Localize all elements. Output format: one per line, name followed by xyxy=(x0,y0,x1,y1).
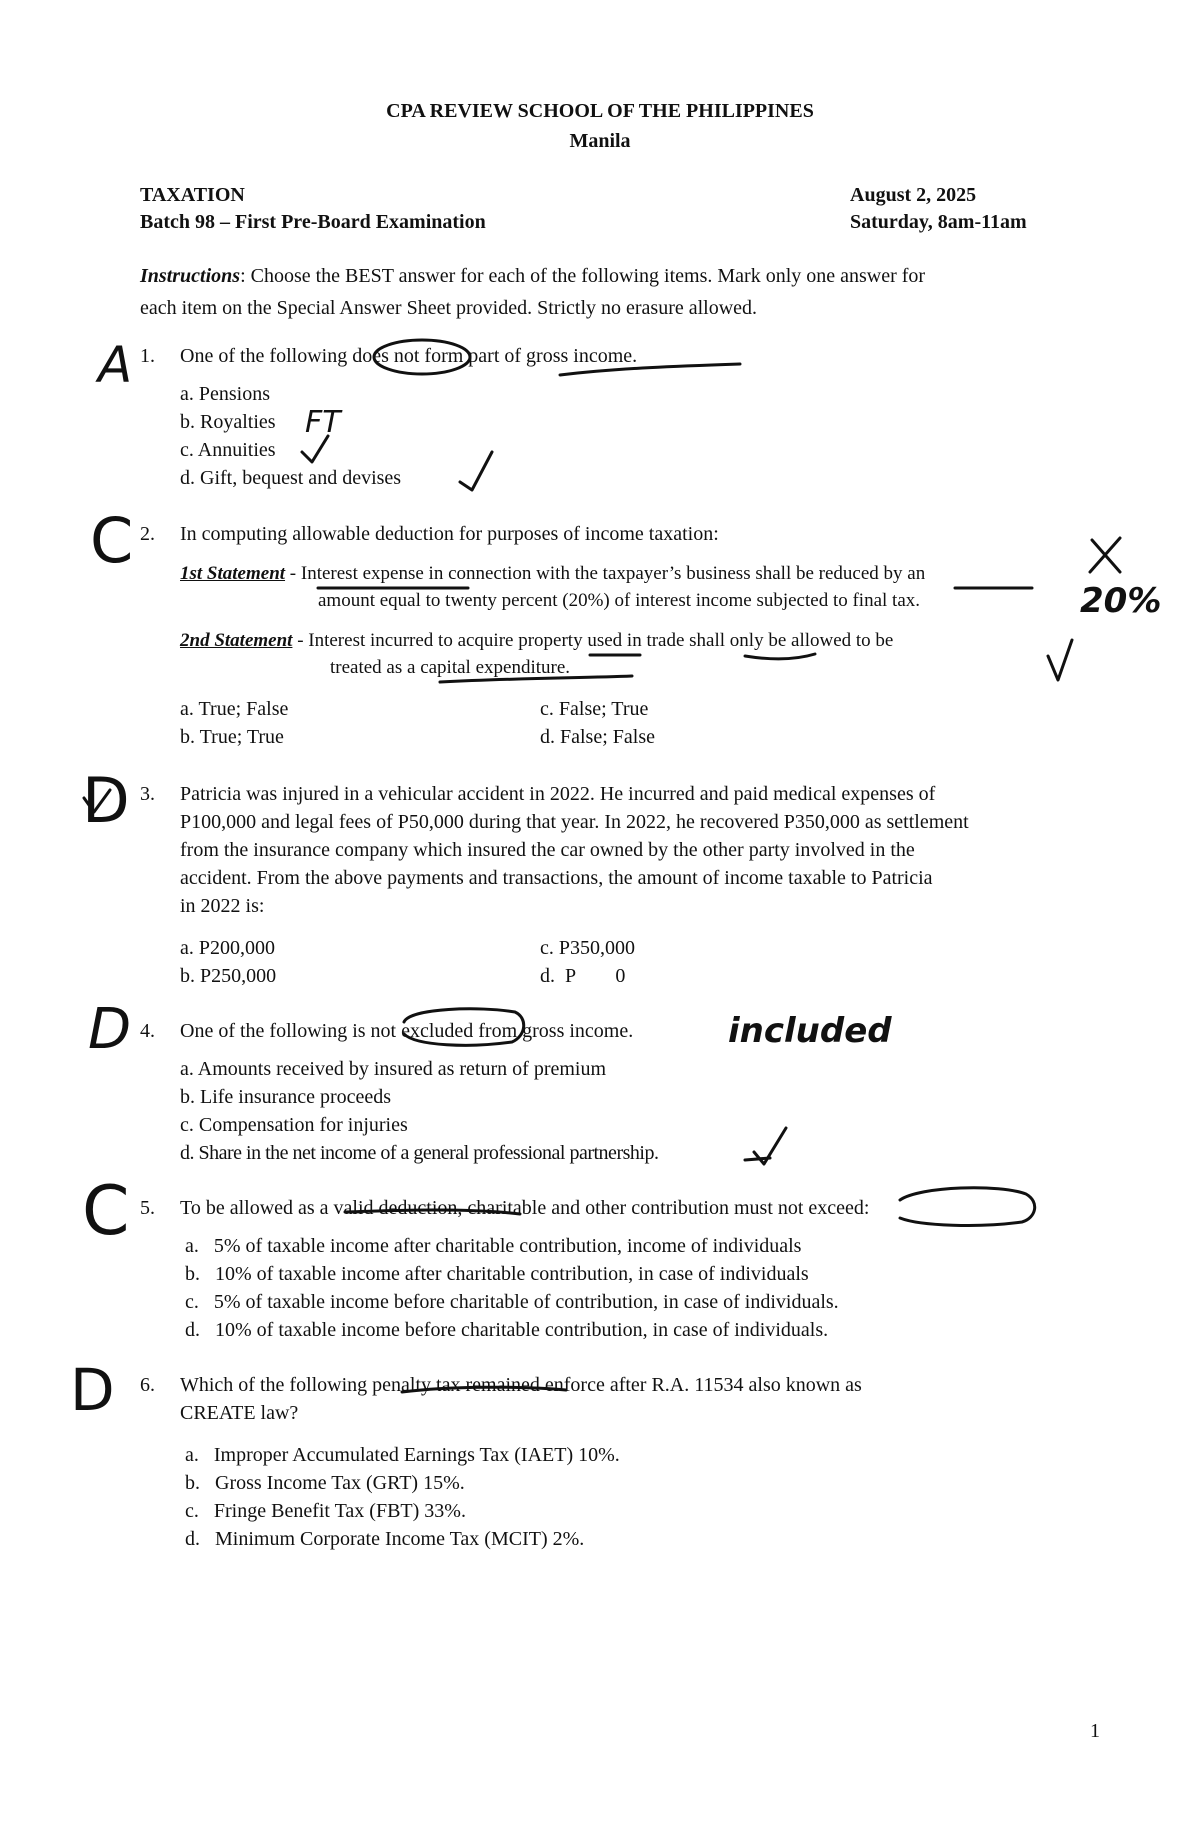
choice-letter: d. xyxy=(180,467,195,489)
choice-text: P 0 xyxy=(565,965,626,987)
q1-number: 1. xyxy=(140,345,155,367)
note-royalties-ft: FT xyxy=(305,405,341,440)
q6-line1: Which of the following penalty tax remained enforce after R.A. 11534 also known as xyxy=(180,1374,862,1396)
q2-choice-d xyxy=(540,726,655,749)
choice-text: Gift, bequest and devises xyxy=(200,467,402,489)
choice-text: Compensation for injuries xyxy=(198,1114,408,1136)
check-icon xyxy=(302,436,328,462)
q5-choice-d xyxy=(185,1319,828,1342)
answer-3-mark: D xyxy=(82,764,130,837)
q5-choice-a xyxy=(185,1235,801,1258)
choice-letter: a. xyxy=(185,1444,199,1466)
q1-text: One of the following does not form part of gross income. xyxy=(180,345,638,367)
q3-line5: in 2022 is: xyxy=(180,895,265,917)
q5-choice-b xyxy=(185,1263,809,1286)
q6-choice-c xyxy=(185,1500,466,1523)
statement1-label: 1st Statement xyxy=(180,563,286,584)
choice-text: Royalties xyxy=(200,411,276,433)
choice-text: 5% of taxable income before charitable of contribution, in case of individuals. xyxy=(213,1291,839,1313)
q1-choice-b xyxy=(180,411,276,434)
underline-partnership xyxy=(745,1158,770,1160)
choice-letter: d. xyxy=(540,726,555,748)
q2-statement2-line2: treated as a capital expenditure. xyxy=(330,657,571,678)
q3-choice-c xyxy=(540,937,635,960)
q4-choice-b xyxy=(180,1086,391,1109)
q6-number: 6. xyxy=(140,1374,155,1396)
choice-text: 10% of taxable income before charitable contribution, in case of individuals. xyxy=(215,1319,829,1341)
choice-letter: d. xyxy=(540,965,555,987)
q2-choice-a xyxy=(180,698,288,721)
q5-text: To be allowed as a valid deduction, charitable and other contribution must not exceed: xyxy=(180,1197,870,1219)
note-included: included xyxy=(728,1011,892,1051)
answer-1-mark: A xyxy=(98,336,133,394)
q1-choice-d xyxy=(180,467,401,490)
choice-text: P250,000 xyxy=(200,965,277,987)
choice-letter: a. xyxy=(180,937,194,959)
page-number: 1 xyxy=(1090,1720,1100,1742)
q4-choice-d xyxy=(180,1142,658,1165)
q5-number: 5. xyxy=(140,1197,155,1219)
choice-letter: a. xyxy=(185,1235,199,1257)
check-icon xyxy=(1048,640,1072,680)
choice-text: Pensions xyxy=(198,383,271,405)
q4-choice-c xyxy=(180,1114,408,1137)
q3-line1: Patricia was injured in a vehicular accident in 2022. He incurred and paid medical expenses of xyxy=(180,783,936,805)
choice-letter: b. xyxy=(180,1086,195,1108)
exam-schedule: Saturday, 8am-11am xyxy=(850,211,1027,233)
statement1-line1: - Interest expense in connection with the taxpayer’s business shall be reduced by an xyxy=(285,563,926,584)
q3-choice-a xyxy=(180,937,275,960)
choice-letter: b. xyxy=(180,411,195,433)
choice-letter: d. xyxy=(180,1142,194,1164)
choice-letter: c. xyxy=(180,439,194,461)
choice-text: 5% of taxable income after charitable contribution, income of individuals xyxy=(213,1235,802,1257)
answer-6-mark: D xyxy=(70,1356,115,1424)
choice-letter: c. xyxy=(185,1291,199,1313)
check-icon xyxy=(754,1128,786,1164)
choice-text: 10% of taxable income after charitable contribution, in case of individuals xyxy=(215,1263,809,1285)
q6-choice-a xyxy=(185,1444,620,1467)
q6-choice-b xyxy=(185,1472,465,1495)
q4-text: One of the following is not excluded from gross income. xyxy=(180,1020,634,1042)
q3-line2: P100,000 and legal fees of P50,000 during that year. In 2022, he recovered P350,000 as settlement xyxy=(180,811,969,833)
choice-letter: c. xyxy=(185,1500,199,1522)
choice-letter: b. xyxy=(180,726,195,748)
choice-letter: a. xyxy=(180,1058,194,1080)
underline-trade xyxy=(745,654,815,659)
instructions xyxy=(140,265,925,288)
answer-5-mark: C xyxy=(82,1172,130,1251)
exam-date: August 2, 2025 xyxy=(850,184,977,206)
q5-choice-c xyxy=(185,1291,839,1314)
instructions-line2: each item on the Special Answer Sheet provided. Strictly no erasure allowed. xyxy=(140,297,758,319)
q3-number: 3. xyxy=(140,783,155,805)
q2-choice-c xyxy=(540,698,648,721)
choice-letter: b. xyxy=(180,965,195,987)
choice-letter: d. xyxy=(185,1528,200,1550)
choice-letter: b. xyxy=(185,1472,200,1494)
choice-text: True; True xyxy=(199,726,284,748)
q1-choice-a xyxy=(180,383,270,406)
choice-text: False; True xyxy=(558,698,649,720)
choice-letter: a. xyxy=(180,383,194,405)
instructions-line1: : Choose the BEST answer for each of the following items. Mark only one answer for xyxy=(240,265,926,287)
q1-choice-c xyxy=(180,439,276,462)
circle-not-exceed xyxy=(900,1188,1035,1226)
school-name: CPA REVIEW SCHOOL OF THE PHILIPPINES xyxy=(386,100,814,122)
statement2-label: 2nd Statement xyxy=(180,630,293,651)
choice-text: Minimum Corporate Income Tax (MCIT) 2%. xyxy=(215,1528,585,1550)
choice-text: Life insurance proceeds xyxy=(200,1086,392,1108)
instructions-label: Instructions xyxy=(140,265,241,287)
choice-letter: c. xyxy=(540,937,554,959)
q3-choice-d xyxy=(540,965,625,988)
q4-number: 4. xyxy=(140,1020,155,1042)
school-city: Manila xyxy=(569,130,631,152)
x-mark-icon xyxy=(1090,538,1120,572)
note-twenty-percent: 20% xyxy=(1080,581,1162,621)
choice-text: Fringe Benefit Tax (FBT) 33%. xyxy=(213,1500,466,1522)
q4-choice-a xyxy=(180,1058,606,1081)
q2-statement2 xyxy=(180,630,893,652)
answer-2-mark: C xyxy=(90,504,134,577)
q2-text: In computing allowable deduction for purposes of income taxation: xyxy=(180,523,719,545)
choice-text: Annuities xyxy=(197,439,276,461)
q2-statement1-line2: amount equal to twenty percent (20%) of interest income subjected to final tax. xyxy=(318,590,920,611)
choice-text: P350,000 xyxy=(558,937,636,959)
choice-letter: d. xyxy=(185,1319,200,1341)
choice-letter: c. xyxy=(540,698,554,720)
answer-4-mark: D xyxy=(88,997,132,1062)
choice-text: Gross Income Tax (GRT) 15%. xyxy=(215,1472,465,1494)
q3-line3: from the insurance company which insured the car owned by the other party involved in the xyxy=(180,839,915,861)
choice-letter: b. xyxy=(185,1263,200,1285)
q2-number: 2. xyxy=(140,523,155,545)
subject-title: TAXATION xyxy=(140,184,245,206)
choice-text: True; False xyxy=(198,698,289,720)
statement2-line1: - Interest incurred to acquire property used in trade shall only be allowed to be xyxy=(292,630,894,651)
q6-line2: CREATE law? xyxy=(180,1402,299,1424)
q6-choice-d xyxy=(185,1528,584,1551)
q2-choice-b xyxy=(180,726,284,749)
q3-line4: accident. From the above payments and transactions, the amount of income taxable to Patricia xyxy=(180,867,933,889)
choice-text: Share in the net income of a general professional partnership. xyxy=(198,1142,659,1164)
check-icon xyxy=(84,790,110,812)
choice-letter: a. xyxy=(180,698,194,720)
choice-text: P200,000 xyxy=(198,937,276,959)
q3-choice-b xyxy=(180,965,276,988)
choice-text: False; False xyxy=(560,726,655,748)
exam-batch: Batch 98 – First Pre-Board Examination xyxy=(140,211,486,233)
choice-text: Amounts received by insured as return of premium xyxy=(197,1058,607,1080)
choice-text: Improper Accumulated Earnings Tax (IAET) 10%. xyxy=(213,1444,620,1466)
choice-letter: c. xyxy=(180,1114,194,1136)
check-icon xyxy=(460,452,492,490)
q2-statement1 xyxy=(180,563,925,585)
